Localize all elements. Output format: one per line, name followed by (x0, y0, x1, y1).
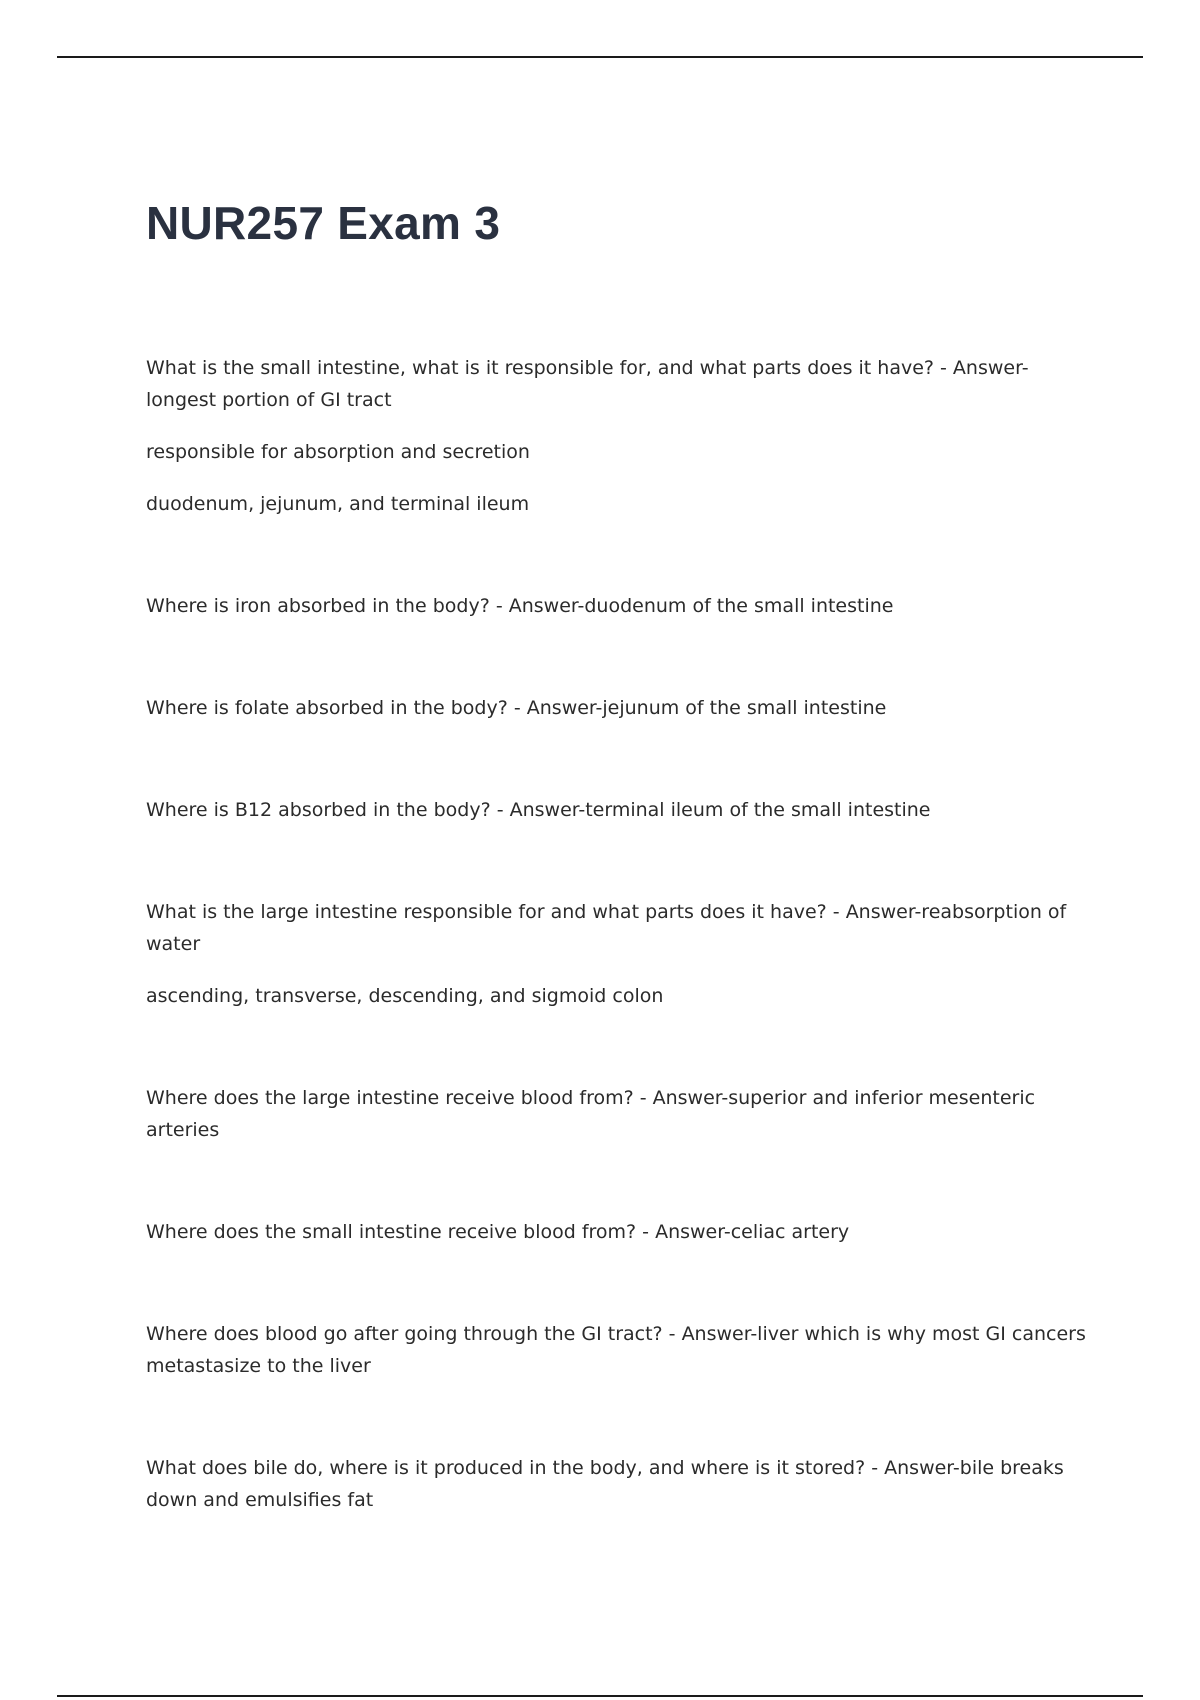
qa-entry-large-intestine-blood (146, 1082, 1086, 1146)
document-title: NUR257 Exam 3 (146, 197, 501, 249)
qa-entry-large-intestine (146, 896, 1086, 1012)
qa-text: What is the large intestine responsible for and what parts does it have? - Answer-reabsorption of water (146, 901, 1067, 955)
qa-text: Where is iron absorbed in the body? - Answer-duodenum of the small intestine (146, 595, 894, 617)
qa-entry-small-intestine (146, 352, 1086, 520)
qa-entry-small-intestine-blood (146, 1216, 1086, 1248)
footer-rule (57, 1695, 1143, 1697)
header-rule (57, 56, 1143, 58)
qa-text: What is the small intestine, what is it responsible for, and what parts does it have? - Answer-longest portion of GI tract (146, 357, 1029, 411)
qa-text: responsible for absorption and secretion (146, 441, 530, 463)
qa-text: Where does the small intestine receive blood from? - Answer-celiac artery (146, 1221, 850, 1243)
qa-entry-blood-after-gi (146, 1318, 1086, 1382)
qa-entry-folate (146, 692, 1086, 724)
qa-text: Where does the large intestine receive blood from? - Answer-superior and inferior mesenteric arteries (146, 1087, 1036, 1141)
qa-text: Where is folate absorbed in the body? - Answer-jejunum of the small intestine (146, 697, 887, 719)
qa-entry-bile (146, 1452, 1086, 1516)
qa-text: What does bile do, where is it produced in the body, and where is it stored? - Answer-bile breaks down and emulsifies fat (146, 1457, 1064, 1511)
qa-entry-b12 (146, 794, 1086, 826)
qa-list (146, 352, 1086, 1516)
qa-entry-iron (146, 590, 1086, 622)
qa-text: ascending, transverse, descending, and sigmoid colon (146, 985, 664, 1007)
qa-text: Where does blood go after going through the GI tract? - Answer-liver which is why most GI cancers metastasize to the liver (146, 1323, 1086, 1377)
qa-text: duodenum, jejunum, and terminal ileum (146, 493, 530, 515)
qa-text: Where is B12 absorbed in the body? - Answer-terminal ileum of the small intestine (146, 799, 931, 821)
